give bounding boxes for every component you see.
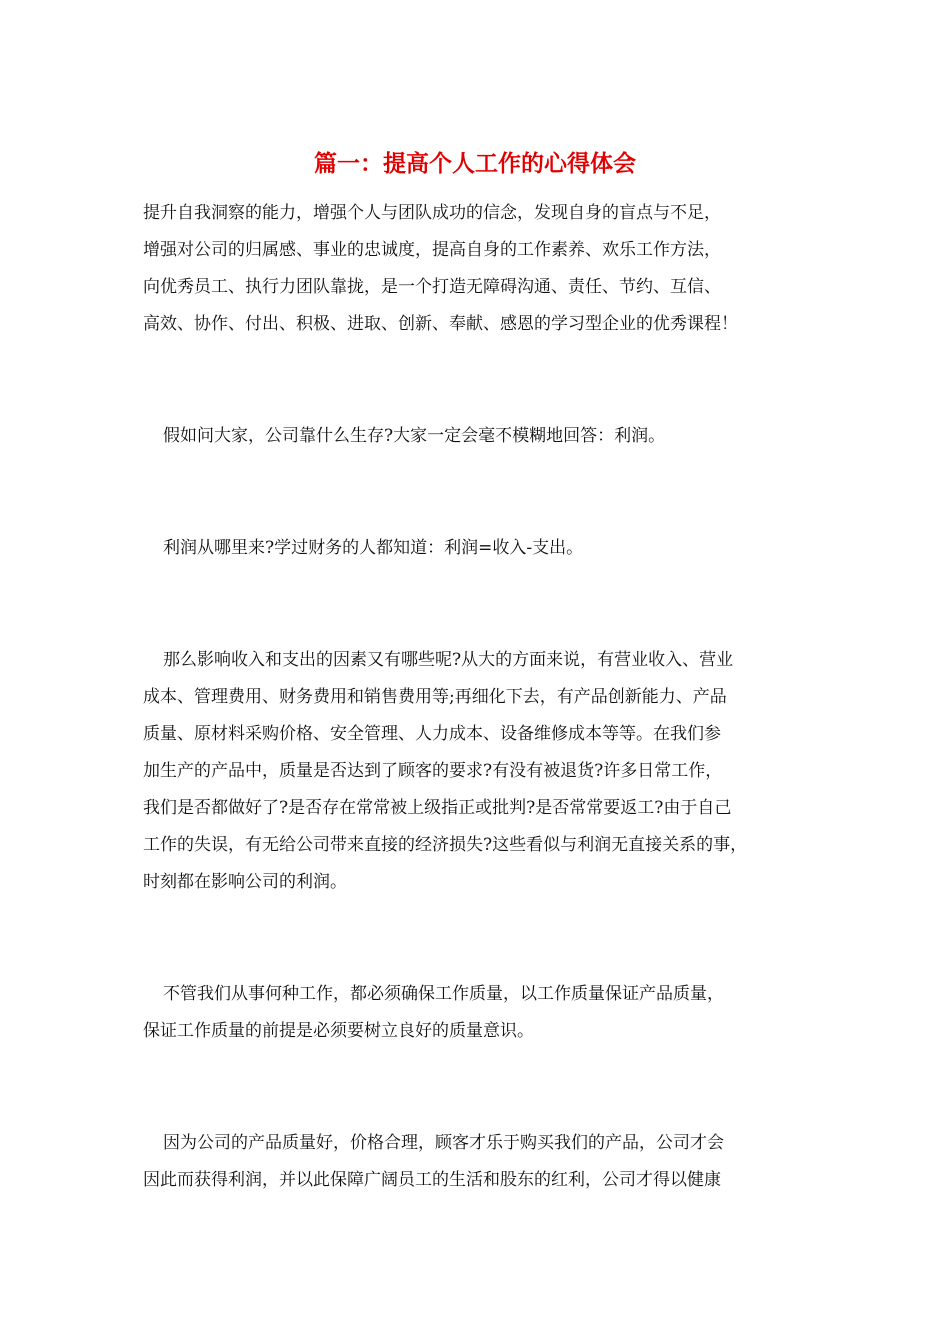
text-line: 时刻都在影响公司的利润。 [143, 872, 347, 892]
paragraph-gap [143, 1050, 823, 1125]
text-line: 因此而获得利润，并以此保障广阔员工的生活和股东的红利，公司才得以健康 [143, 1170, 721, 1190]
paragraph-4 [143, 976, 823, 1050]
intro-paragraph [143, 195, 823, 343]
document-body [143, 195, 823, 1199]
text-line: 工作的失误，有无给公司带来直接的经济损失?这些看似与利润无直接关系的事， [143, 835, 748, 855]
paragraph-gap [143, 343, 823, 418]
text-line: 保证工作质量的前提是必须要树立良好的质量意识。 [143, 1021, 534, 1041]
paragraph-gap [143, 901, 823, 976]
text-line: 我们是否都做好了?是否存在常常被上级指正或批判?是否常常要返工?由于自己 [143, 798, 732, 818]
paragraph-1 [143, 418, 823, 455]
text-line: 成本、管理费用、财务费用和销售费用等;再细化下去，有产品创新能力、产品 [143, 687, 727, 707]
text-line: 加生产的产品中，质量是否达到了顾客的要求?有没有被退货?许多日常工作， [143, 761, 723, 781]
text-line: 增强对公司的归属感、事业的忠诚度，提高自身的工作素养、欢乐工作方法， [143, 240, 721, 260]
paragraph-5 [143, 1125, 823, 1199]
paragraph-gap [143, 455, 823, 530]
text-line: 利润从哪里来?学过财务的人都知道：利润=收入-支出。 [163, 538, 584, 558]
paragraph-3 [143, 642, 823, 901]
text-line: 因为公司的产品质量好，价格合理，顾客才乐于购买我们的产品，公司才会 [163, 1133, 724, 1153]
paragraph-2 [143, 530, 823, 567]
paragraph-gap [143, 567, 823, 642]
text-line: 质量、原材料采购价格、安全管理、人力成本、设备维修成本等等。在我们参 [143, 724, 721, 744]
text-line: 提升自我洞察的能力，增强个人与团队成功的信念，发现自身的盲点与不足， [143, 203, 721, 223]
document-title: 篇一：提高个人工作的心得体会 [314, 150, 636, 177]
text-line: 不管我们从事何种工作，都必须确保工作质量，以工作质量保证产品质量， [163, 984, 724, 1004]
text-line: 高效、协作、付出、积极、进取、创新、奉献、感恩的学习型企业的优秀课程！ [143, 314, 738, 334]
text-line: 向优秀员工、执行力团队靠拢，是一个打造无障碍沟通、责任、节约、互信、 [143, 277, 721, 297]
text-line: 那么影响收入和支出的因素又有哪些呢?从大的方面来说，有营业收入、营业 [163, 650, 734, 670]
text-line: 假如问大家，公司靠什么生存?大家一定会毫不模糊地回答：利润。 [163, 426, 666, 446]
